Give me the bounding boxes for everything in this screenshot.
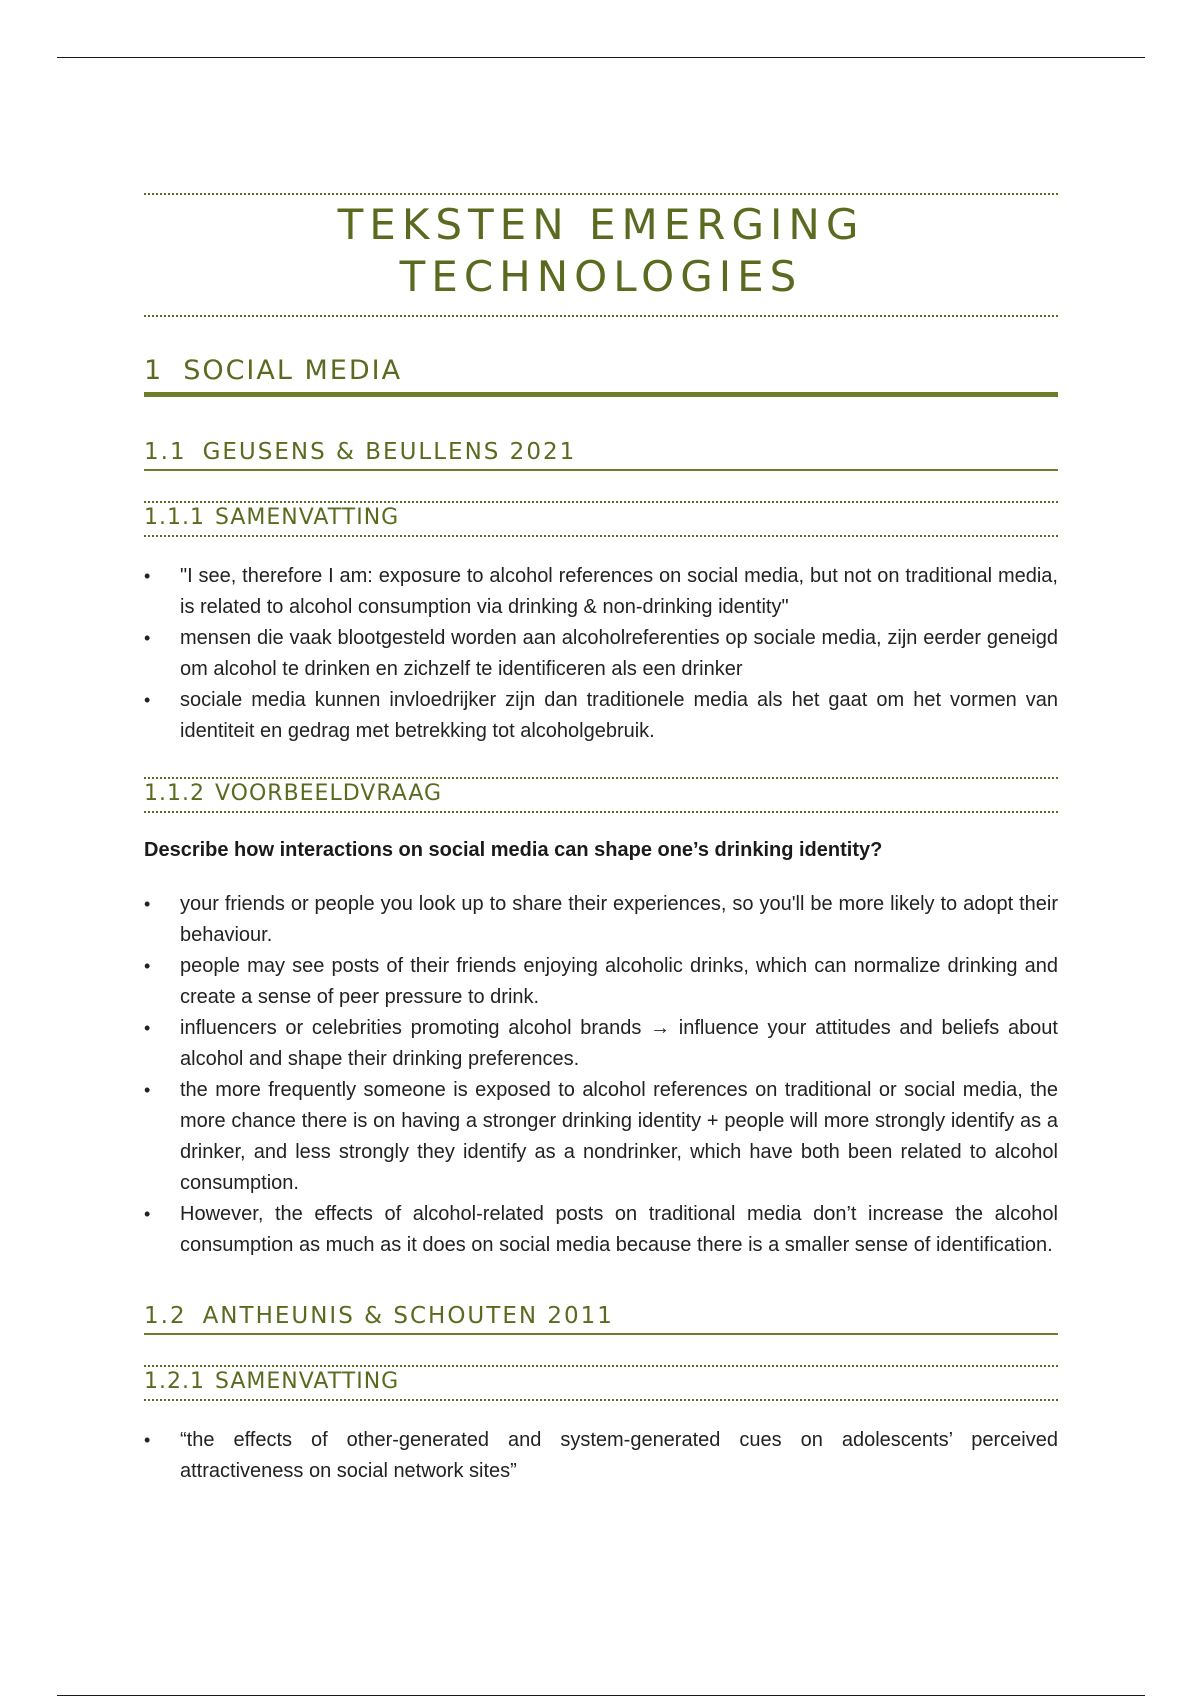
answer-list: [144, 889, 1058, 1261]
heading-number: 1.2.1: [144, 1369, 205, 1394]
heading-samenvatting-1: [144, 501, 1058, 537]
heading-text: SAMENVATTING: [214, 505, 400, 530]
heading-geusens-beullens: [144, 439, 1058, 471]
page-bottom-rule: [57, 1695, 1145, 1696]
list-item: • the more frequently someone is exposed to alcohol references on traditional or social media, the more chance there is on having a stronger drinking identity + people will more strongly identify as a drinker, and less strongly they identify as a nondrinker, which have both been related to alcohol consumption.: [144, 1075, 1058, 1199]
list-item: • mensen die vaak blootgesteld worden aan alcoholreferenties op sociale media, zijn eerder geneigd om alcohol te drinken en zichzelf te identificeren als een drinker: [144, 623, 1058, 685]
example-question: Describe how interactions on social media can shape one’s drinking identity?: [144, 839, 883, 861]
heading-text: SOCIAL MEDIA: [183, 355, 403, 386]
list-item: • "I see, therefore I am: exposure to alcohol references on social media, but not on traditional media, is related to alcohol consumption via drinking & non-drinking identity": [144, 561, 1058, 623]
summary-list-1: [144, 561, 1058, 747]
title-line-2: TECHNOLOGIES: [399, 252, 803, 301]
summary-list-2: [144, 1425, 1058, 1487]
page-top-rule: [57, 57, 1145, 58]
document-body: [144, 193, 1058, 1487]
heading-social-media: [144, 355, 1058, 397]
list-item: • sociale media kunnen invloedrijker zijn dan traditionele media als het gaat om het vormen van identiteit en gedrag met betrekking tot alcoholgebruik.: [144, 685, 1058, 747]
document-title: [144, 193, 1058, 317]
heading-text: GEUSENS & BEULLENS 2021: [202, 439, 577, 465]
heading-number: 1: [144, 355, 164, 386]
list-item: • However, the effects of alcohol-related posts on traditional media don’t increase the alcohol consumption as much as it does on social media because there is a smaller sense of identification.: [144, 1199, 1058, 1261]
heading-number: 1.1.1: [144, 505, 205, 530]
heading-text: ANTHEUNIS & SCHOUTEN 2011: [202, 1303, 614, 1329]
heading-antheunis-schouten: [144, 1303, 1058, 1335]
title-line-1: TEKSTEN EMERGING: [337, 200, 865, 249]
list-item: • “the effects of other-generated and system-generated cues on adolescents’ perceived attractiveness on social network sites”: [144, 1425, 1058, 1487]
heading-number: 1.2: [144, 1303, 187, 1329]
heading-number: 1.1: [144, 439, 187, 465]
list-item: • people may see posts of their friends enjoying alcoholic drinks, which can normalize drinking and create a sense of peer pressure to drink.: [144, 951, 1058, 1013]
heading-number: 1.1.2: [144, 781, 205, 806]
heading-voorbeeldvraag: [144, 777, 1058, 813]
heading-text: VOORBEELDVRAAG: [214, 781, 443, 806]
list-item: • your friends or people you look up to share their experiences, so you'll be more likely to adopt their behaviour.: [144, 889, 1058, 951]
list-item: • influencers or celebrities promoting alcohol brands → influence your attitudes and beliefs about alcohol and shape their drinking preferences.: [144, 1013, 1058, 1075]
heading-text: SAMENVATTING: [214, 1369, 400, 1394]
heading-samenvatting-2: [144, 1365, 1058, 1401]
